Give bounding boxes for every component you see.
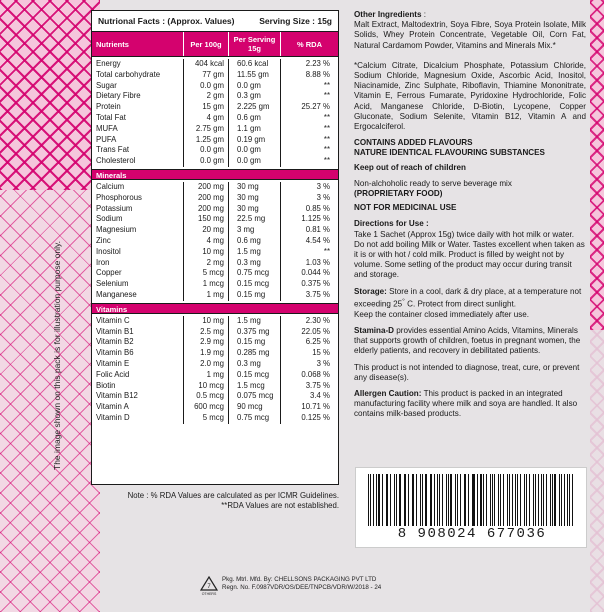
table-row (92, 279, 338, 290)
table-row (92, 124, 338, 135)
nutrient-name: Folic Acid (92, 370, 184, 381)
barcode-bar (390, 474, 391, 526)
rda-value: ** (323, 134, 330, 144)
per-100g-value: 2.9 mg (184, 337, 229, 348)
per-100g-value: 1.9 mg (184, 348, 229, 359)
barcode-bar (546, 474, 547, 526)
barcode-bar (564, 474, 565, 526)
barcode (355, 467, 587, 548)
nutrient-name: Zinc (92, 236, 184, 247)
barcode-bar (376, 474, 377, 526)
barcode-bar (477, 474, 478, 526)
barcode-bar (465, 474, 466, 526)
rda-value: 0.81 % (305, 225, 330, 235)
table-row (92, 156, 338, 167)
per-serving-value: 0.375 mg (229, 327, 281, 338)
rda-value: 0.068 % (301, 369, 330, 379)
per-serving-value: 30 mg (229, 193, 281, 204)
table-row (92, 135, 338, 146)
rda-value: ** (323, 112, 330, 122)
flavours-line-2: NATURE IDENTICAL FLAVOURING SUBSTANCES (354, 148, 545, 158)
table-row (92, 290, 338, 301)
per-100g-value: 404 kcal (184, 59, 229, 70)
nutrient-name: Total Fat (92, 113, 184, 124)
per-100g-value: 4 gm (184, 113, 229, 124)
barcode-bar (431, 474, 432, 526)
illustration-note: The image shown on this pack is for illustration purpose only. (52, 241, 62, 470)
nutrient-name: Vitamin A (92, 402, 184, 413)
nutrient-name: PUFA (92, 135, 184, 146)
storage-text-2: C. Protect from direct sunlight. (407, 299, 516, 309)
nutrient-name: Vitamin B1 (92, 327, 184, 338)
barcode-bar (416, 474, 417, 526)
table-row (92, 59, 338, 70)
table-row (92, 225, 338, 236)
rda-value: 0.125 % (301, 412, 330, 422)
rda-value: ** (323, 80, 330, 90)
rda-value: 0.044 % (301, 268, 330, 278)
beverage-text: Non-alchoholic ready to serve beverage mix (354, 178, 512, 188)
per-serving-value: 0.15 mcg (229, 370, 281, 381)
table-row (92, 145, 338, 156)
barcode-bar (420, 474, 421, 526)
rda-value: 0.375 % (301, 279, 330, 289)
per-100g-value: 2.75 gm (184, 124, 229, 135)
table-row (92, 337, 338, 348)
per-serving-value: 0.0 gm (229, 156, 281, 167)
barcode-bar (412, 474, 413, 526)
per-100g-value: 5 mcg (184, 268, 229, 279)
stamina-text: provides essential Amino Acids, Vitamins, Minerals that supports growth of children, foetus in pregnant women, the elderly patients, and recovery in debilitated patients. (354, 325, 581, 356)
per-100g-value: 0.0 gm (184, 145, 229, 156)
barcode-bar (382, 474, 383, 526)
barcode-bar (554, 474, 556, 526)
rda-value: 4.54 % (305, 235, 330, 245)
ingredients-title: Other Ingredients (354, 10, 422, 19)
barcode-bar (509, 474, 510, 526)
nutrient-name: Total carbohydrate (92, 70, 184, 81)
nutrient-name: Sugar (92, 81, 184, 92)
nutrient-name: Selenium (92, 279, 184, 290)
col-per-serving: Per Serving 15g (229, 32, 281, 56)
nutrient-name: Protein (92, 102, 184, 113)
barcode-bar (405, 474, 406, 526)
rda-value: ** (323, 91, 330, 101)
barcode-bar (498, 474, 499, 526)
per-serving-value: 22.5 mg (229, 214, 281, 225)
table-row (92, 316, 338, 327)
per-serving-value: 0.285 mg (229, 348, 281, 359)
per-100g-value: 2 gm (184, 91, 229, 102)
per-100g-value: 10 mcg (184, 381, 229, 392)
barcode-bar (494, 474, 495, 526)
per-serving-value: 0.19 gm (229, 135, 281, 146)
barcode-bar (373, 474, 374, 526)
decorative-pattern-right (590, 0, 604, 612)
footnote-line-2: **RDA Values are not established. (221, 501, 339, 510)
per-serving-value: 0.75 mcg (229, 413, 281, 424)
barcode-bar (529, 474, 530, 526)
per-100g-value: 200 mg (184, 204, 229, 215)
nutrients-table (92, 57, 338, 169)
barcode-bar (396, 474, 397, 526)
nutrient-name: Iron (92, 258, 184, 269)
per-serving-value: 0.0 gm (229, 145, 281, 156)
nutrient-name: Vitamin E (92, 359, 184, 370)
rda-value: 8.88 % (305, 69, 330, 79)
nutrient-name: Vitamin B12 (92, 391, 184, 402)
recycle-number: 7 (207, 584, 211, 590)
storage-text-3: Keep the container closed immediately after use. (354, 309, 530, 319)
table-row (92, 247, 338, 258)
per-100g-value: 0.0 gm (184, 156, 229, 167)
table-row (92, 113, 338, 124)
barcode-bar (524, 474, 525, 526)
barcode-bar (572, 474, 573, 526)
barcode-bar (552, 474, 553, 526)
table-row (92, 268, 338, 279)
table-row (92, 413, 338, 424)
recycle-icon (200, 576, 218, 596)
nutrient-name: Sodium (92, 214, 184, 225)
per-100g-value: 4 mg (184, 236, 229, 247)
barcode-bar (446, 474, 447, 526)
nutrient-name: Potassium (92, 204, 184, 215)
table-row (92, 370, 338, 381)
per-serving-value: 0.6 gm (229, 113, 281, 124)
per-serving-value: 30 mg (229, 182, 281, 193)
nutrition-facts-panel (91, 10, 339, 485)
per-serving-value: 11.55 gm (229, 70, 281, 81)
per-serving-value: 0.15 mcg (229, 279, 281, 290)
per-serving-value: 1.1 gm (229, 124, 281, 135)
mfd-line-2: Regn. No. F.0987VDR/OS/DEE/TNPCB/VDR/W/2018 - 24 (222, 584, 382, 591)
barcode-bar (404, 474, 405, 526)
per-serving-value: 1.5 mcg (229, 381, 281, 392)
allergen-text: This product is packed in an integrated manufacturing facility where milk and soya are handled. It also contains milk-based products. (354, 388, 578, 419)
table-row (92, 391, 338, 402)
nutrient-name: MUFA (92, 124, 184, 135)
per-100g-value: 0.0 gm (184, 81, 229, 92)
table-row (92, 327, 338, 338)
per-serving-value: 0.6 mg (229, 236, 281, 247)
rda-value: 25.27 % (301, 102, 330, 112)
per-100g-value: 10 mg (184, 316, 229, 327)
per-serving-value: 2.225 gm (229, 102, 281, 113)
barcode-bar (455, 474, 456, 526)
manufacturer-info (222, 576, 381, 592)
nutrient-name: Vitamin D (92, 413, 184, 424)
column-header (92, 31, 338, 57)
per-100g-value: 77 gm (184, 70, 229, 81)
barcode-bar (448, 474, 449, 526)
barcode-bar (437, 474, 438, 526)
minerals-table (92, 180, 338, 303)
barcode-bar (500, 474, 502, 526)
per-serving-value: 0.075 mcg (229, 391, 281, 402)
per-serving-value: 0.3 gm (229, 91, 281, 102)
rda-value: 3.75 % (305, 289, 330, 299)
rda-value: ** (323, 123, 330, 133)
allergen-title: Allergen Caution: (354, 388, 422, 398)
barcode-bar (507, 474, 508, 526)
panel-title: Nutrional Facts : (Approx. Values) (98, 16, 235, 26)
nutrient-name: Phosphorous (92, 193, 184, 204)
table-row (92, 70, 338, 81)
keep-out-notice: Keep out of reach of children (354, 162, 466, 172)
nutrient-name: Dietary Fibre (92, 91, 184, 102)
barcode-bar (543, 474, 544, 526)
per-100g-value: 1 mg (184, 290, 229, 301)
barcode-number: 8 908024 677036 (397, 526, 547, 542)
rda-value: 1.125 % (301, 214, 330, 224)
rda-value: 0.85 % (305, 203, 330, 213)
per-serving-value: 0.15 mg (229, 337, 281, 348)
barcode-bar (541, 474, 542, 526)
table-row (92, 204, 338, 215)
barcode-bar (370, 474, 371, 526)
nutrient-name: Inositol (92, 247, 184, 258)
barcode-bar (533, 474, 534, 526)
directions-title: Directions for Use : (354, 219, 429, 229)
vitamins-header: Vitamins (92, 303, 338, 314)
barcode-bar (439, 474, 440, 526)
per-100g-value: 200 mg (184, 193, 229, 204)
table-row (92, 359, 338, 370)
rda-value: ** (323, 156, 330, 166)
per-serving-value: 0.0 gm (229, 81, 281, 92)
barcode-bar (457, 474, 458, 526)
barcode-bar (567, 474, 568, 526)
per-100g-value: 0.5 mcg (184, 391, 229, 402)
footnote-line-1: Note : % RDA Values are calculated as per ICMR Guidelines. (127, 491, 339, 500)
barcode-bar (515, 474, 516, 526)
per-serving-value: 0.3 mg (229, 359, 281, 370)
per-serving-value: 3 mg (229, 225, 281, 236)
rda-value: 3.75 % (305, 380, 330, 390)
per-100g-value: 2.5 mg (184, 327, 229, 338)
minerals-mix-text: *Calcium Citrate, Dicalcium Phosphate, Potassium Chloride, Sodium Chloride, Magnesium Oxide, Ascorbic Acid, Inositol, Niacinamide, Zinc Sulphate, Riboflavin, Thiamine Mononitrate, Vitamin E, Ferrous Fumarate, Pyridoxine Hydrochloride, Folic Acid, Manganese Chloride, D-Biotin, Lycopene, Copper Gluconate, Sodium Selenite, Vitamin B12, Vitamin A and Ergocalciferol. (354, 60, 586, 132)
barcode-bar (535, 474, 536, 526)
table-row (92, 402, 338, 413)
stamina-title: Stamina-D (354, 325, 395, 335)
barcode-bar (559, 474, 560, 526)
rda-value: 22.05 % (301, 326, 330, 336)
barcode-bar (569, 474, 570, 526)
barcode-bar (550, 474, 551, 526)
mfd-line-1: Pkg. Mtrl. Mfd. By: CHELLSONS PACKAGING PVT LTD (222, 576, 377, 583)
barcode-bar (399, 474, 401, 526)
per-serving-value: 90 mcg (229, 402, 281, 413)
per-100g-value: 600 mcg (184, 402, 229, 413)
diagnose-disclaimer: This product is not intended to diagnose, treat, cure, or prevent any disease(s). (354, 362, 580, 382)
minerals-header: Minerals (92, 169, 338, 180)
barcode-bar (460, 474, 461, 526)
rda-value: 3 % (316, 358, 330, 368)
recycle-label: OTHERS (201, 592, 217, 596)
nutrient-name: Vitamin B6 (92, 348, 184, 359)
barcode-bar (434, 474, 435, 526)
barcode-bar (492, 474, 493, 526)
nutrient-name: Vitamin C (92, 316, 184, 327)
table-row (92, 258, 338, 269)
barcode-bar (473, 474, 474, 526)
barcode-bar (413, 474, 414, 526)
nutrient-name: Vitamin B2 (92, 337, 184, 348)
per-serving-value: 0.3 mg (229, 258, 281, 269)
barcode-bar (425, 474, 427, 526)
table-row (92, 214, 338, 225)
rda-value: 10.71 % (301, 402, 330, 412)
barcode-bar (480, 474, 482, 526)
barcode-bar (442, 474, 443, 526)
per-100g-value: 1.25 gm (184, 135, 229, 146)
barcode-bar (517, 474, 518, 526)
storage-text: Store in a cool, dark & dry place, at a temperature not exceeding 25 (354, 286, 582, 309)
per-serving-value: 30 mg (229, 204, 281, 215)
rda-value: 6.25 % (305, 337, 330, 347)
info-column: Other Ingredients : Malt Extract, Maltodextrin, Soya Fibre, Soya Protein Isolate, Milk Solids, Whey Protein Concentrate, Vegetable Oil, Corn Fat, Natural Cardamom Powder, Vitamins and Minerals Mix.* *Calcium Citrate, Dicalcium Phosphate, Potassium Chloride, Sodium Chloride, Magnesium Oxide, Ascorbic Acid, Inositol, Niacinamide, Zinc Sulphate, Riboflavin, Thiamine Mononitrate, Vitamin E, Ferrous Fumarate, Pyridoxine Hydrochloride, Folic Acid, Manganese Chloride, D-Biotin, Lycopene, Copper Gluconate, Sodium Selenite, Vitamin B12, Vitamin A and Ergocalciferol. CONTAINS ADDED FLAVOURS NATURE IDENTICAL FLAVOURING SUBSTANCES Keep out of reach of children Non-alchoholic ready to serve beverage mix (PROPRIETARY FOOD) NOT FOR MEDICINAL USE Directions for Use : Take 1 Sachet (Approx 15g) twice daily with hot milk or water. Do not add boiling Milk or Water. Tastes excellent when taken as it is or with hot / cold milk. Product is filled by weight not by volume. Some setling of the product may occur during transit and storage. Storage: Store in a cool, dark & dry place, at a temperature not exceeding 25° C. Protect from direct sunlight. Keep the container closed immediately after use. Stamina-D provides essential Amino Acids, Vitamins, Minerals that supports growth of children, foetus in pregnant women, the elderly patients, and recovery in debilitated patients. This product is not intended to diagnose, treat, cure, or prevent any disease(s). Allergen Caution: This product is packed in an integrated manufacturing facility where milk and soya are handled. It also contains milk-based products. (354, 10, 586, 419)
ingredients-text: Malt Extract, Maltodextrin, Soya Fibre, Soya Protein Isolate, Milk Solids, Whey Protein Concentrate, Vegetable Oil, Corn Fat, Natural Cardamom Powder, Vitamins and Minerals Mix.* (354, 20, 586, 50)
table-row (92, 236, 338, 247)
rda-value: 15 % (312, 348, 330, 358)
degree-symbol: ° (402, 297, 405, 305)
rda-value: ** (323, 246, 330, 256)
nutrient-name: Calcium (92, 182, 184, 193)
barcode-bar (386, 474, 387, 526)
nutrient-name: Biotin (92, 381, 184, 392)
barcode-bar (464, 474, 465, 526)
rda-value: 2.30 % (305, 315, 330, 325)
rda-footnote (91, 491, 339, 511)
nutrient-name: Trans Fat (92, 145, 184, 156)
proprietary-text: (PROPRIETARY FOOD) (354, 189, 443, 199)
rda-value: 3.4 % (310, 391, 330, 401)
barcode-bar (503, 474, 504, 526)
table-row (92, 348, 338, 359)
barcode-bar (526, 474, 528, 526)
vitamins-table (92, 314, 338, 426)
barcode-bar (538, 474, 539, 526)
per-100g-value: 1 mg (184, 370, 229, 381)
barcode-bar (520, 474, 521, 526)
table-row (92, 102, 338, 113)
table-row (92, 193, 338, 204)
barcode-bar (450, 474, 452, 526)
barcode-bar (561, 474, 562, 526)
barcode-bar (468, 474, 469, 526)
table-row (92, 81, 338, 92)
barcode-bar (490, 474, 491, 526)
col-per-100g: Per 100g (184, 32, 229, 56)
barcode-bar (387, 474, 388, 526)
barcode-bar (378, 474, 380, 526)
rda-value: ** (323, 145, 330, 155)
rda-value: 1.03 % (305, 257, 330, 267)
flavours-line-1: CONTAINS ADDED FLAVOURS (354, 138, 473, 148)
barcode-bar (394, 474, 395, 526)
per-100g-value: 5 mcg (184, 413, 229, 424)
rda-value: 3 % (316, 192, 330, 202)
per-100g-value: 15 gm (184, 102, 229, 113)
barcode-bar (483, 474, 484, 526)
barcode-bar (486, 474, 487, 526)
nutrient-name: Cholesterol (92, 156, 184, 167)
serving-size: Serving Size : 15g (259, 16, 332, 26)
not-medicinal-notice: NOT FOR MEDICINAL USE (354, 203, 457, 213)
storage-title: Storage: (354, 286, 387, 296)
per-100g-value: 10 mg (184, 247, 229, 258)
per-100g-value: 2 mg (184, 258, 229, 269)
table-row (92, 91, 338, 102)
barcode-bar (430, 474, 431, 526)
col-nutrients: Nutrients (92, 32, 184, 56)
per-serving-value: 1.5 mg (229, 316, 281, 327)
barcode-bar (368, 474, 369, 526)
rda-value: 2.23 % (305, 59, 330, 68)
per-serving-value: 60.6 kcal (229, 59, 281, 70)
nutrient-name: Copper (92, 268, 184, 279)
nutrient-name: Magnesium (92, 225, 184, 236)
per-100g-value: 150 mg (184, 214, 229, 225)
per-100g-value: 200 mg (184, 182, 229, 193)
barcode-bar (472, 474, 473, 526)
barcode-bars (368, 474, 576, 526)
rda-value: 3 % (316, 181, 330, 191)
per-serving-value: 0.75 mcg (229, 268, 281, 279)
per-serving-value: 1.5 mg (229, 247, 281, 258)
per-100g-value: 2.0 mg (184, 359, 229, 370)
table-row (92, 182, 338, 193)
nutrient-name: Energy (92, 59, 184, 70)
per-100g-value: 20 mg (184, 225, 229, 236)
col-rda: % RDA (296, 39, 322, 49)
per-serving-value: 0.15 mg (229, 290, 281, 301)
nutrient-name: Manganese (92, 290, 184, 301)
decorative-pattern-top-left (0, 0, 100, 190)
table-row (92, 381, 338, 392)
barcode-bar (512, 474, 513, 526)
barcode-bar (422, 474, 423, 526)
barcode-bar (408, 474, 409, 526)
per-100g-value: 1 mcg (184, 279, 229, 290)
directions-text: Take 1 Sachet (Approx 15g) twice daily with hot milk or water. Do not add boiling Milk or Water. Tastes excellent when taken as it is or with hot / cold milk. Product is filled by weight not by volume. Some setling of the product may occur during transit and storage. (354, 229, 585, 280)
